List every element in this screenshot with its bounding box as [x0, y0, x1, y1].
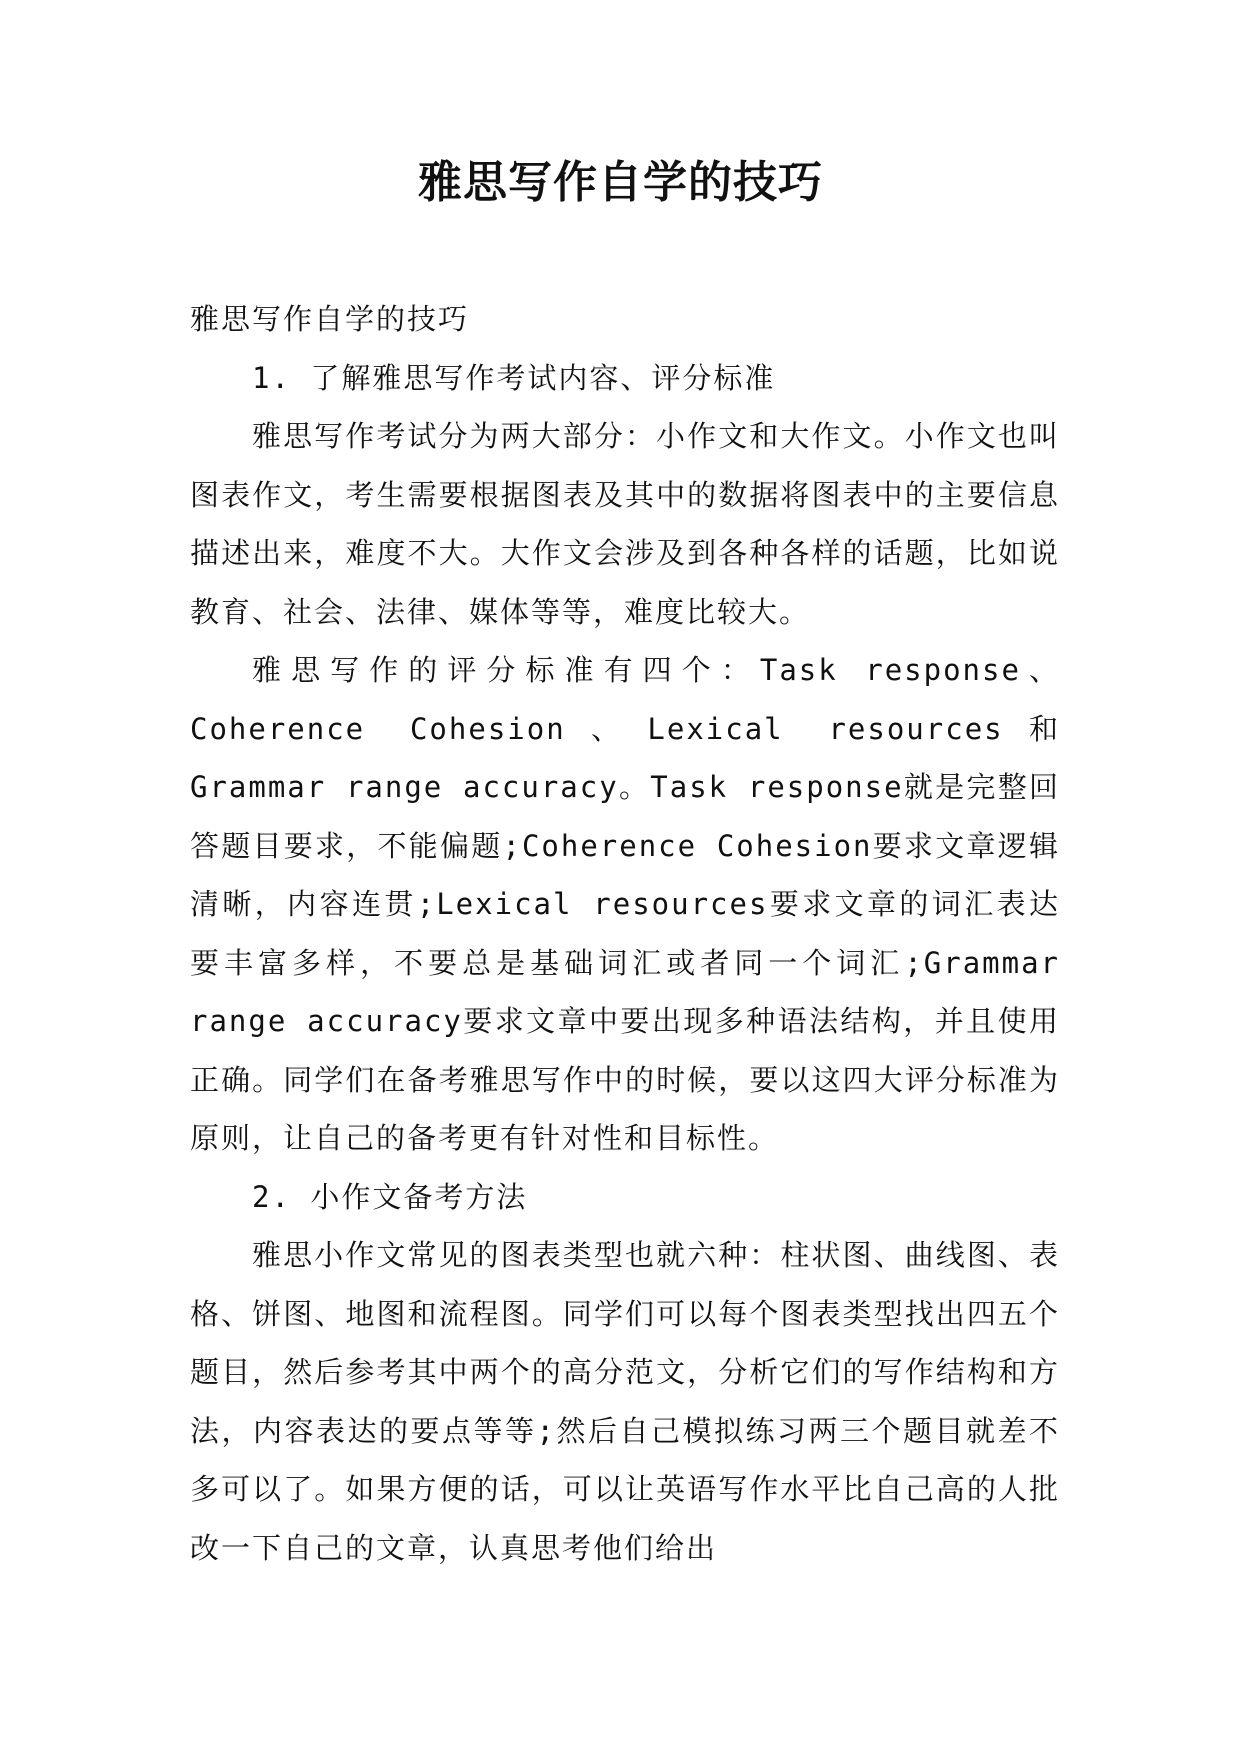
document-title: 雅思写作自学的技巧	[418, 157, 823, 208]
section-heading-2: 2. 小作文备考方法	[252, 1179, 528, 1214]
document-subtitle: 雅思写作自学的技巧	[190, 302, 470, 336]
paragraph-scoring-criteria: 雅思写作的评分标准有四个：Task response、Coherence Cohesion、Lexical resources和Grammar range accuracy。Task response就是完整回答题目要求，不能偏题;Coherence Cohesion要求文章逻辑清晰，内容连贯;Lexical resources要求文章的词汇表达要丰富多样，不要总是基础词汇或者同一个词汇;Grammar range accuracy要求文章中要出现多种语法结构，并且使用正确。同学们在备考雅思写作中的时候，要以这四大评分标准为原则，让自己的备考更有针对性和目标性。	[190, 653, 1060, 1155]
document-body	[190, 290, 1060, 1577]
paragraph-task1-method: 雅思小作文常见的图表类型也就六种：柱状图、曲线图、表格、饼图、地图和流程图。同学们可以每个图表类型找出四五个题目，然后参考其中两个的高分范文，分析它们的写作结构和方法，内容表达的要点等等;然后自己模拟练习两三个题目就差不多可以了。如果方便的话，可以让英语写作水平比自己高的人批改一下自己的文章，认真思考他们给出	[190, 1238, 1060, 1565]
paragraph-exam-content: 雅思写作考试分为两大部分：小作文和大作文。小作文也叫图表作文，考生需要根据图表及其中的数据将图表中的主要信息描述出来，难度不大。大作文会涉及到各种各样的话题，比如说教育、社会、法律、媒体等等，难度比较大。	[190, 419, 1060, 629]
section-heading-1: 1. 了解雅思写作考试内容、评分标准	[252, 360, 776, 395]
